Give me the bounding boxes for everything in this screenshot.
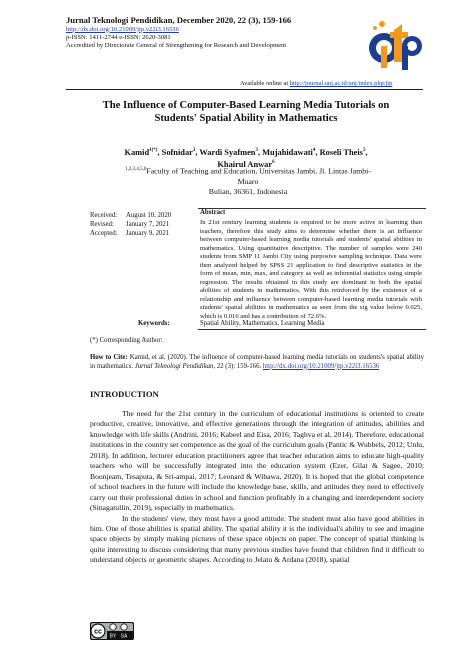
doi-link[interactable]: http://dx.doi.org/10.21009/jtp.v22i3.16536: [66, 25, 179, 33]
author-6: Khairul Anwar: [217, 160, 273, 169]
available-prefix: Available online at: [240, 80, 289, 87]
how-to-cite: [90, 354, 424, 371]
accreditation-text: Accredited by Directorate General of Strengthening for Research and Development: [66, 42, 287, 50]
author-3: , Wardi Syafmen: [195, 147, 256, 157]
corresponding-author: (*) Corresponding Author:: [90, 337, 163, 344]
issn-text: p-ISSN: 1411-2744 e-ISSN: 2620-3081: [66, 33, 171, 41]
article-dates: [90, 212, 190, 238]
available-online: [240, 80, 392, 87]
cc-sa: SA: [120, 633, 128, 640]
author-4: , Mujahidawati: [257, 147, 313, 157]
introduction-heading: INTRODUCTION: [90, 389, 159, 399]
keywords-value: Spatial Ability, Mathematics, Learning Media: [200, 320, 325, 327]
keywords-label: Keywords:: [138, 320, 170, 327]
date-accepted: Accepted: January 9, 2021: [90, 229, 170, 237]
header-divider: [66, 89, 423, 90]
introduction-body: [90, 409, 424, 566]
cite-issue: 22 (3): 159-166.: [216, 362, 262, 370]
author-6-sup: 6: [272, 160, 275, 166]
cc-license-badge: [90, 622, 134, 640]
author-list: Kamid$^{1(*)}$, Sofnidar$^2$, Wardi Syafmen$^3$, Mujahidawati$^4$, Roseli Theis$^5$, Khairul Anwar$^6$: [124, 147, 368, 169]
title-line-2: Students' Spatial Ability in Mathematics: [154, 112, 338, 124]
cc-mark: cc: [94, 628, 102, 636]
cite-link[interactable]: http://dx.doi.org/10.21009/jtp.v22i3.16536: [262, 362, 380, 370]
affiliation: [118, 165, 378, 197]
abstract-text: In 21st century learning students is required to be more active in learning than teachers, therefore this study aims to determine whether there is an influence between computer-based learning media tutorials and students' spatial abilities in mathematics. Using quantitative descriptive. The number of samples were 240 students from SMP 11 Jambi City using purposive sampling technique. Data were then analyzed helped by SPSS 21 application to find descriptive statistics in the form of mean, min, max, and category as well as inferential statistics using simple regression. The results obtained in this study are dominant in both the spatial abilities of students in mathematics. With this reinforced by the existence of a relationship and influence between computer-based learning media tutorials with students' spatial abilities in mathematics as seen from the sig value below 0.025, which is 0.016 and has a contribution of 72.6%.: [200, 219, 422, 321]
jtp-logo: [368, 18, 424, 76]
author-5: , Roseli Theis: [315, 147, 363, 157]
cite-journal: Jurnal Teknologi Pendidikan,: [134, 362, 216, 370]
title-line-1: The Influence of Computer-Based Learning Media Tutorials on: [102, 100, 390, 111]
intro-paragraph-1: The need for the 21st century in the curriculum of educational institutions is oriented to create productive, creative, innovative, and effective generations through the integration of attitudes, abilities and knowledge with life skills (Andrini, 2016; Kabeel and Eisa, 2016; Taghva et al, 2014). Therefore, educational institutions in the country set competence as the goal of the curriculum goals (Pantic & Wubbels, 2012; Unlu, 2018). In addition, lecturer education practitioners agree that teacher education aims to educate high-quality teachers who will be successfully integrated into the education system (Ezer, Gilat & Sagee, 2010; Boonjeam, Tesaputa, & Sri-ampai, 2017; Leonard & Wibawa, 2020). It is hoped that the global competence of school teachers in the future will include the knowledge base, skills, and attitudes they need to effectively carry out their professional duties in school and function profitably in a changing and interdependent society (Sinagatullin, 2019), especially in mathematics.: [90, 409, 424, 513]
abstract-rule-bottom: [198, 329, 426, 330]
cite-text: Kamid, et al. (2020). The influence of computer-based learning media tutorials on students's spatial ability in mathematics.: [90, 354, 424, 370]
affiliation-line-1: Faculty of Teaching and Education, Universitas Jambi, Jl. Lintas Jambi-Muaro: [146, 166, 371, 186]
abstract-rule-top: [198, 208, 426, 209]
affiliation-line-2: Bulian, 36361, Indonesia: [208, 186, 288, 196]
author-5-sup: 5: [362, 148, 366, 153]
journal-url-link[interactable]: http://journal.unj.ac.id/unj/index.php/jtp: [289, 80, 393, 87]
cite-label: How to Cite:: [90, 354, 128, 361]
abstract-heading: Abstract: [200, 209, 226, 216]
paper-title: [66, 100, 426, 125]
affiliation-sup: 1,2,3,4,5,6: [125, 167, 147, 172]
author-2: , Sofnidar: [157, 147, 193, 157]
author-2-sup: 2: [192, 148, 196, 153]
author-3-sup: 3: [255, 148, 258, 153]
date-received: Received: August 10, 2020: [90, 212, 172, 219]
author-1-sup: 1(*): [149, 148, 158, 153]
cc-by: BY: [109, 633, 117, 640]
author-1: Kamid: [124, 147, 150, 157]
journal-header: [66, 15, 416, 50]
date-revised: Revised: January 7, 2021: [90, 220, 170, 228]
journal-title: Jurnal Teknologi Pendidikan, December 2020, 22 (3), 159-166: [66, 15, 292, 25]
intro-paragraph-2: In the students' view, they must have a good attitude. The student must also have good abilities in him. One of those abilities is spatial ability. The spatial ability it is the individual's ability to see and imagine space objects by simply making pictures of these space objects on paper. The concept of spatial thinking is quite interesting to discuss considering that many previous studies have found that children find it difficult to understand objects or geometric shapes. According to Jelatu & Ardana (2018), spatial: [90, 513, 424, 565]
author-4-sup: 4: [312, 148, 316, 153]
